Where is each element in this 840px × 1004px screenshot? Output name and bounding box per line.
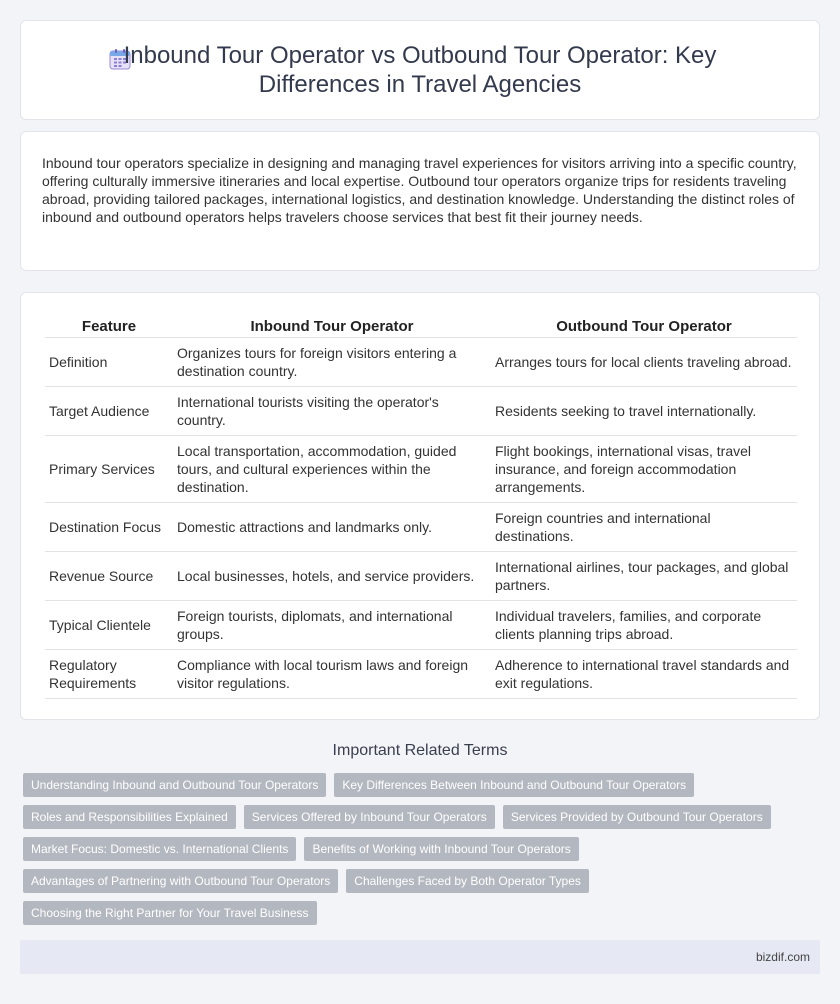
table-row <box>45 387 797 436</box>
table-cell-inbound: Local businesses, hotels, and service providers. <box>173 552 491 601</box>
related-term-tag[interactable]: Key Differences Between Inbound and Outbound Tour Operators <box>334 773 694 797</box>
related-term-tag[interactable]: Roles and Responsibilities Explained <box>23 805 236 829</box>
related-terms-title: Important Related Terms <box>332 742 508 759</box>
table-cell-inbound: Compliance with local tourism laws and foreign visitor regulations. <box>173 650 491 699</box>
table-cell-outbound: Individual travelers, families, and corporate clients planning trips abroad. <box>491 601 797 650</box>
table-row <box>45 436 797 503</box>
table-cell-outbound: Residents seeking to travel internationally. <box>491 387 797 436</box>
tag-row <box>23 805 813 829</box>
table-row <box>45 552 797 601</box>
intro-paragraph: Inbound tour operators specialize in designing and managing travel experiences for visitors arriving into a specific country, offering culturally immersive itineraries and local expertise. Outbound tour operators organize trips for residents traveling abroad, providing tailored packages, international logistics, and destination knowledge. Understanding the distinct roles of inbound and outbound operators helps travelers choose services that best fit their journey needs. <box>42 155 797 225</box>
comparison-card <box>20 292 820 720</box>
related-term-tag[interactable]: Benefits of Working with Inbound Tour Operators <box>304 837 578 861</box>
table-cell-inbound: Domestic attractions and landmarks only. <box>173 503 491 552</box>
table-cell-outbound: Adherence to international travel standards and exit regulations. <box>491 650 797 699</box>
table-cell-feature: Definition <box>45 338 173 387</box>
related-term-tag[interactable]: Services Provided by Outbound Tour Operators <box>503 805 771 829</box>
table-row <box>45 503 797 552</box>
table-cell-inbound: International tourists visiting the operator's country. <box>173 387 491 436</box>
table-cell-outbound: Foreign countries and international destinations. <box>491 503 797 552</box>
footer-site-link[interactable]: bizdif.com <box>755 950 810 964</box>
table-cell-feature: Typical Clientele <box>45 601 173 650</box>
related-term-tag[interactable]: Understanding Inbound and Outbound Tour Operators <box>23 773 326 797</box>
table-cell-feature: Destination Focus <box>45 503 173 552</box>
table-header-row <box>45 316 797 338</box>
table-cell-outbound: International airlines, tour packages, and global partners. <box>491 552 797 601</box>
table-cell-feature: Primary Services <box>45 436 173 503</box>
related-term-tag[interactable]: Market Focus: Domestic vs. International Clients <box>23 837 296 861</box>
intro-card <box>20 131 820 271</box>
table-cell-outbound: Arranges tours for local clients traveling abroad. <box>491 338 797 387</box>
related-term-tag[interactable]: Choosing the Right Partner for Your Travel Business <box>23 901 317 925</box>
table-row <box>45 601 797 650</box>
table-row <box>45 650 797 699</box>
tag-row <box>23 901 813 925</box>
tag-row <box>23 837 813 861</box>
header-inbound: Inbound Tour Operator <box>173 316 491 338</box>
table-cell-feature: Regulatory Requirements <box>45 650 173 699</box>
related-terms-tags <box>23 773 813 933</box>
related-term-tag[interactable]: Services Offered by Inbound Tour Operators <box>244 805 495 829</box>
table-cell-inbound: Local transportation, accommodation, guided tours, and cultural experiences within the destination. <box>173 436 491 503</box>
table-row <box>45 338 797 387</box>
related-term-tag[interactable]: Advantages of Partnering with Outbound Tour Operators <box>23 869 338 893</box>
tag-row <box>23 773 813 797</box>
comparison-table <box>45 316 797 699</box>
header-outbound: Outbound Tour Operator <box>491 316 797 338</box>
page-title: Inbound Tour Operator vs Outbound Tour Operator: Key Differences in Travel Agencies <box>123 42 717 98</box>
header-feature: Feature <box>45 316 173 338</box>
table-cell-feature: Target Audience <box>45 387 173 436</box>
related-term-tag[interactable]: Challenges Faced by Both Operator Types <box>346 869 589 893</box>
footer <box>20 940 820 974</box>
table-cell-inbound: Organizes tours for foreign visitors entering a destination country. <box>173 338 491 387</box>
table-cell-outbound: Flight bookings, international visas, travel insurance, and foreign accommodation arrangements. <box>491 436 797 503</box>
tag-row <box>23 869 813 893</box>
table-cell-feature: Revenue Source <box>45 552 173 601</box>
table-cell-inbound: Foreign tourists, diplomats, and international groups. <box>173 601 491 650</box>
header-card <box>20 20 820 120</box>
